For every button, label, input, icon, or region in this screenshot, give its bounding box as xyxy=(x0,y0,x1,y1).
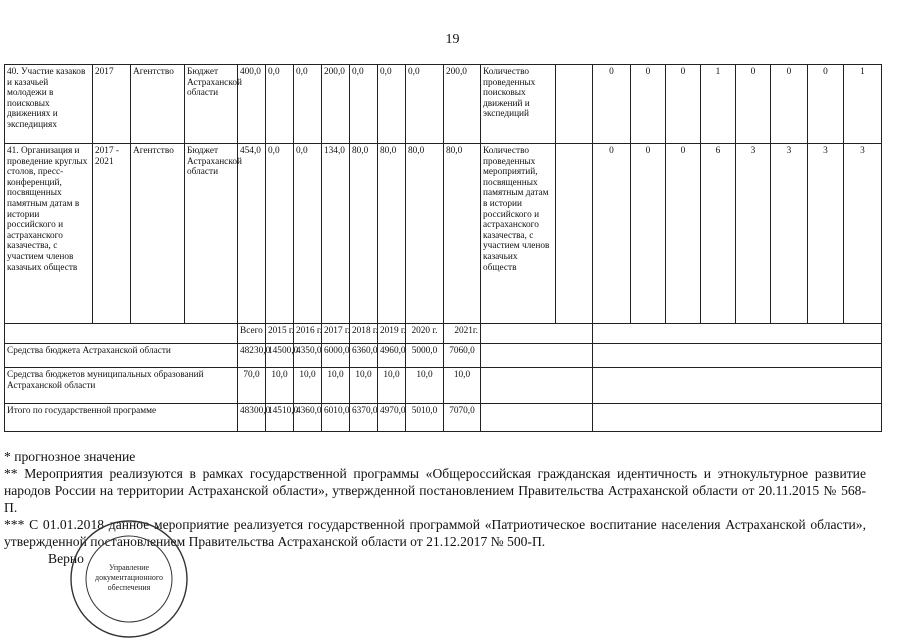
indicator-value: 0 xyxy=(736,65,771,144)
summary-value: 10,0 xyxy=(378,368,406,404)
summary-value: 14510,0 xyxy=(266,404,294,432)
activity-years: 2017 - 2021 xyxy=(93,144,131,324)
indicator-value: 0 xyxy=(631,65,666,144)
summary-value: 4970,0 xyxy=(378,404,406,432)
indicator-value: 0 xyxy=(593,65,631,144)
summary-header-cell: 2018 г. xyxy=(350,324,378,344)
activity-executor: Агентство xyxy=(131,65,185,144)
summary-row-municipal xyxy=(5,368,882,404)
stamp-line: документационного xyxy=(95,573,163,582)
amount-cell: 0,0 xyxy=(266,65,294,144)
amount-cell: 454,0 xyxy=(238,144,266,324)
footnote-forecast: * прогнозное значение xyxy=(4,449,136,464)
summary-header-cell: 2017 г. xyxy=(322,324,350,344)
empty-cell xyxy=(593,344,882,368)
summary-label: Итого по государственной программе xyxy=(5,404,238,432)
indicator-value: 3 xyxy=(736,144,771,324)
indicator-value: 1 xyxy=(701,65,736,144)
activity-source: Бюджет Астраханской области xyxy=(185,65,238,144)
activity-years: 2017 xyxy=(93,65,131,144)
summary-header-cell: 2015 г. xyxy=(266,324,294,344)
summary-value: 10,0 xyxy=(444,368,481,404)
summary-value: 10,0 xyxy=(350,368,378,404)
amount-cell: 400,0 xyxy=(238,65,266,144)
amount-cell: 200,0 xyxy=(322,65,350,144)
indicator-value: 6 xyxy=(701,144,736,324)
stamp-line: обеспечения xyxy=(107,583,151,592)
empty-cell xyxy=(481,324,593,344)
summary-value: 48230,0 xyxy=(238,344,266,368)
empty-cell xyxy=(556,144,593,324)
summary-header-row xyxy=(5,324,882,344)
indicator-value: 0 xyxy=(808,65,844,144)
summary-value: 10,0 xyxy=(294,368,322,404)
summary-value: 10,0 xyxy=(266,368,294,404)
summary-value: 48300,0 xyxy=(238,404,266,432)
summary-value: 4350,0 xyxy=(294,344,322,368)
amount-cell: 0,0 xyxy=(266,144,294,324)
empty-cell xyxy=(556,65,593,144)
summary-value: 6360,0 xyxy=(350,344,378,368)
summary-header-cell: 2020 г. xyxy=(406,324,444,344)
amount-cell: 0,0 xyxy=(406,65,444,144)
summary-value: 5010,0 xyxy=(406,404,444,432)
summary-value: 7060,0 xyxy=(444,344,481,368)
amount-cell: 0,0 xyxy=(350,65,378,144)
summary-label: Средства бюджетов муниципальных образований Астраханской области xyxy=(5,368,238,404)
summary-row-regional xyxy=(5,344,882,368)
indicator-value: 0 xyxy=(593,144,631,324)
activity-name: 41. Организация и проведение круглых столов, пресс-конференций, посвященных памятным датам в истории российского и астраханского казачества, с участием членов казачьих обществ xyxy=(5,144,93,324)
footnote-program-patriotic: *** С 01.01.2018 данное мероприятие реализуется государственной программой «Патриотическое воспитание населения Астраханской области», утвержденной постановлением Правительства Астраханской области от 21.12.2017 № 500-П. xyxy=(4,517,866,549)
program-table xyxy=(4,64,882,432)
summary-value: 6000,0 xyxy=(322,344,350,368)
empty-cell xyxy=(593,404,882,432)
amount-cell: 0,0 xyxy=(294,144,322,324)
summary-value: 10,0 xyxy=(406,368,444,404)
indicator-name: Количество проведенных поисковых движений и экспедиций xyxy=(481,65,556,144)
indicator-value: 1 xyxy=(844,65,882,144)
summary-value: 4960,0 xyxy=(378,344,406,368)
empty-cell xyxy=(593,324,882,344)
indicator-value: 3 xyxy=(844,144,882,324)
summary-value: 6370,0 xyxy=(350,404,378,432)
activity-executor: Агентство xyxy=(131,144,185,324)
summary-header-cell: 2016 г. xyxy=(294,324,322,344)
stamp-seal-icon xyxy=(68,518,190,640)
amount-cell: 80,0 xyxy=(350,144,378,324)
empty-cell xyxy=(481,344,593,368)
empty-cell xyxy=(593,368,882,404)
empty-cell xyxy=(5,324,238,344)
summary-header-cell: 2019 г. xyxy=(378,324,406,344)
summary-value: 4360,0 xyxy=(294,404,322,432)
table-row-40 xyxy=(5,65,882,144)
empty-cell xyxy=(481,404,593,432)
activity-name: 40. Участие казаков и казачьей молодежи в поисковых движениях и экспедициях xyxy=(5,65,93,144)
indicator-value: 3 xyxy=(771,144,808,324)
footnote-program-identity: ** Мероприятия реализуются в рамках государственной программы «Общероссийская гражданская идентичность и этнокультурное развитие народов России на территории Астраханской области», утвержденной постановлением Правительства Астраханской области от 20.11.2015 № 568-П. xyxy=(4,466,866,515)
amount-cell: 80,0 xyxy=(406,144,444,324)
summary-header-cell: Всего xyxy=(238,324,266,344)
activity-source: Бюджет Астраханской области xyxy=(185,144,238,324)
table-row-41 xyxy=(5,144,882,324)
summary-value: 14500,0 xyxy=(266,344,294,368)
page-number: 19 xyxy=(445,32,460,47)
indicator-name: Количество проведенных мероприятий, посвященных памятным датам в истории российского и астраханского казачества, с участием членов казачьих обществ xyxy=(481,144,556,324)
summary-row-total xyxy=(5,404,882,432)
amount-cell: 134,0 xyxy=(322,144,350,324)
amount-cell: 0,0 xyxy=(378,65,406,144)
empty-cell xyxy=(481,368,593,404)
amount-cell: 0,0 xyxy=(294,65,322,144)
summary-value: 6010,0 xyxy=(322,404,350,432)
summary-value: 10,0 xyxy=(322,368,350,404)
stamp-line: Управление xyxy=(108,563,150,572)
summary-header-cell: 2021г. xyxy=(444,324,481,344)
indicator-value: 0 xyxy=(666,65,701,144)
indicator-value: 3 xyxy=(808,144,844,324)
summary-label: Средства бюджета Астраханской области xyxy=(5,344,238,368)
amount-cell: 80,0 xyxy=(378,144,406,324)
summary-value: 7070,0 xyxy=(444,404,481,432)
indicator-value: 0 xyxy=(666,144,701,324)
indicator-value: 0 xyxy=(771,65,808,144)
verno-label: Верно xyxy=(48,551,84,566)
amount-cell: 200,0 xyxy=(444,65,481,144)
indicator-value: 0 xyxy=(631,144,666,324)
summary-value: 5000,0 xyxy=(406,344,444,368)
amount-cell: 80,0 xyxy=(444,144,481,324)
summary-value: 70,0 xyxy=(238,368,266,404)
